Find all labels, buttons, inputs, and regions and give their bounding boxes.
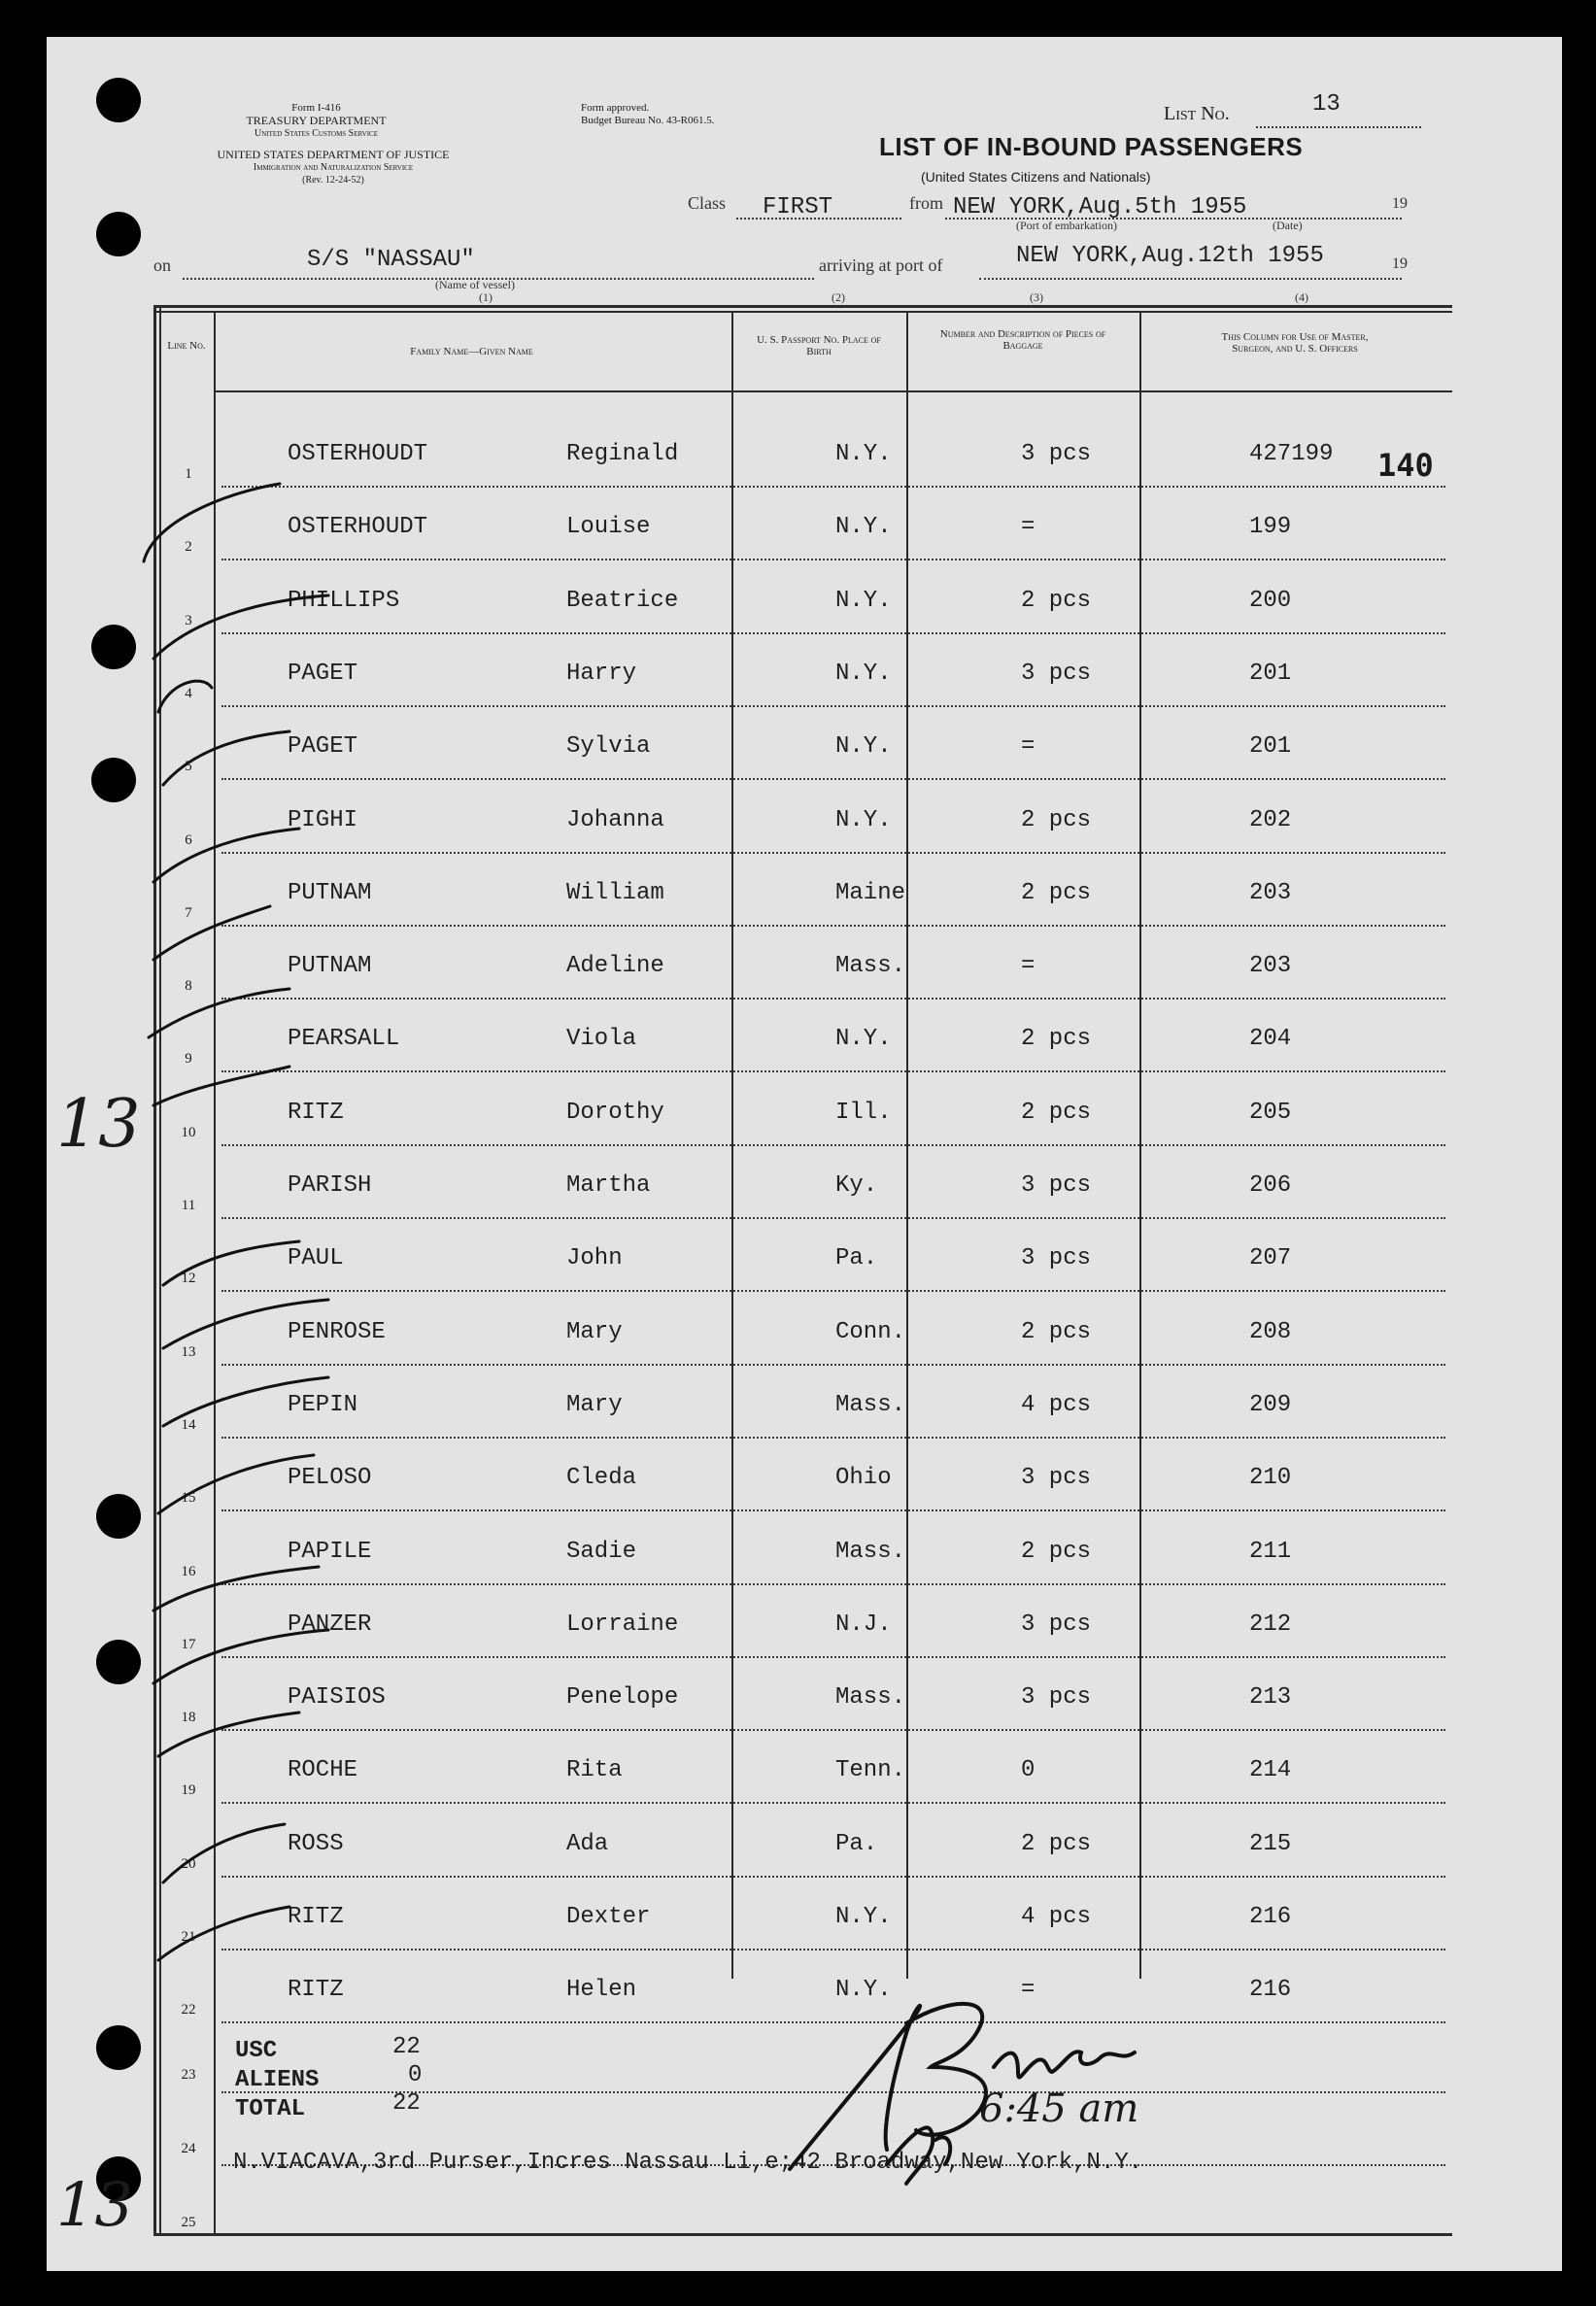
line-number: 25 [181, 2215, 196, 2230]
officer-number-cell: 216 [1249, 1977, 1292, 2004]
baggage-cell: = [1021, 1977, 1036, 2004]
aliens-value: 0 [408, 2062, 423, 2088]
birthplace-cell: N.Y. [835, 660, 892, 687]
form-approved: Form approved. [581, 102, 650, 114]
family-name-cell: PHILLIPS [288, 587, 400, 614]
list-no-value: 13 [1312, 91, 1341, 118]
purser-line: N.VIACAVA,3rd Purser,Incres Nassau Li,e;42 Broadway,New York,N.Y. [233, 2150, 1143, 2176]
family-name-cell: PAUL [288, 1245, 344, 1272]
given-name-cell: Dorothy [566, 1099, 664, 1126]
baggage-cell: 2 pcs [1021, 587, 1092, 614]
given-name-cell: William [566, 879, 664, 906]
table-header-rule [214, 390, 1452, 392]
ins-label: Immigration and Naturalization Service [253, 162, 414, 173]
date-caption: (Date) [1273, 219, 1303, 232]
officer-number-cell: 201 [1249, 660, 1292, 687]
given-name-cell: Rita [566, 1757, 623, 1784]
form-id-block [236, 102, 396, 140]
col-marker-3: (3) [1030, 290, 1043, 304]
baggage-cell: = [1021, 953, 1036, 980]
line-number: 7 [185, 904, 192, 921]
family-name-cell: PIGHI [288, 806, 358, 833]
line-number: 22 [181, 2002, 196, 2018]
line-number: 12 [181, 1271, 196, 1287]
officer-number-cell: 203 [1249, 879, 1292, 906]
birthplace-cell: N.Y. [835, 1977, 892, 2004]
line-number: 10 [181, 1124, 196, 1140]
col-header-name: Family Name—Given Name [410, 346, 533, 357]
line-number: 14 [181, 1416, 196, 1433]
customs-label: United States Customs Service [255, 128, 378, 139]
given-name-cell: Harry [566, 660, 637, 687]
table-top-rule-2 [153, 311, 1452, 313]
baggage-cell: 0 [1021, 1757, 1036, 1784]
bottom-list-number: 13 [56, 2169, 133, 2240]
time-note: 6:45 am [979, 2086, 1139, 2131]
baggage-cell: 2 pcs [1021, 806, 1092, 833]
officer-number-cell: 203 [1249, 953, 1292, 980]
officer-number-cell: 214 [1249, 1757, 1292, 1784]
table-bottom-rule [153, 2233, 1452, 2236]
class-value: FIRST [763, 194, 833, 220]
family-name-cell: PAISIOS [288, 1684, 386, 1712]
birthplace-cell: N.Y. [835, 806, 892, 833]
total-label: TOTAL [235, 2096, 306, 2122]
from-value: NEW YORK,Aug.5th 1955 [953, 194, 1247, 220]
given-name-cell: Adeline [566, 953, 664, 980]
family-name-cell: PENROSE [288, 1318, 386, 1345]
officer-number-cell: 202 [1249, 806, 1292, 833]
col-header-baggage: Number and Description of Pieces of Baggage [939, 328, 1106, 352]
baggage-cell: 3 pcs [1021, 441, 1092, 467]
family-name-cell: PAPILE [288, 1538, 372, 1565]
approval-block [581, 102, 714, 127]
punch-hole [91, 758, 136, 802]
family-name-cell: RITZ [288, 1977, 344, 2004]
table-top-rule [153, 305, 1452, 308]
birthplace-cell: Ky. [835, 1172, 878, 1199]
usc-label: USC [235, 2038, 278, 2064]
year-suffix-2: 19 [1392, 255, 1408, 272]
family-name-cell: RITZ [288, 1904, 344, 1930]
officer-number-cell: 216 [1249, 1904, 1292, 1930]
baggage-cell: 3 pcs [1021, 1172, 1092, 1199]
family-name-cell: PEARSALL [288, 1026, 400, 1053]
class-label: Class [688, 193, 727, 213]
col-marker-1: (1) [479, 290, 492, 304]
baggage-cell: 3 pcs [1021, 1465, 1092, 1492]
officer-number-cell: 200 [1249, 587, 1292, 614]
family-name-cell: PUTNAM [288, 953, 372, 980]
vessel-caption: (Name of vessel) [435, 278, 515, 291]
officer-number-cell: 211 [1249, 1538, 1292, 1565]
baggage-cell: 2 pcs [1021, 1099, 1092, 1126]
baggage-cell: 2 pcs [1021, 1830, 1092, 1857]
officer-number-cell: 207 [1249, 1245, 1292, 1272]
given-name-cell: Sadie [566, 1538, 637, 1565]
officer-number-cell: 212 [1249, 1611, 1292, 1638]
officer-number-cell: 213 [1249, 1684, 1292, 1712]
baggage-cell: = [1021, 514, 1036, 541]
birthplace-cell: Pa. [835, 1830, 878, 1857]
birthplace-cell: Mass. [835, 953, 906, 980]
birthplace-cell: Maine [835, 879, 906, 906]
port-embark-caption: (Port of embarkation) [1016, 219, 1117, 232]
line-number: 23 [181, 2067, 196, 2083]
line-number: 16 [181, 1563, 196, 1579]
birthplace-cell: N.J. [835, 1611, 892, 1638]
usc-value: 22 [392, 2034, 421, 2060]
officer-note-140: 140 [1377, 447, 1434, 484]
officer-number-cell: 215 [1249, 1830, 1292, 1857]
birthplace-cell: Tenn. [835, 1757, 906, 1784]
birthplace-cell: N.Y. [835, 441, 892, 467]
col-marker-2: (2) [832, 290, 845, 304]
manifest-sheet [47, 37, 1562, 2271]
birthplace-cell: Conn. [835, 1318, 906, 1345]
baggage-cell: 3 pcs [1021, 1245, 1092, 1272]
page-title: LIST OF IN-BOUND PASSENGERS [879, 132, 1304, 161]
given-name-cell: Martha [566, 1172, 651, 1199]
col-header-passport: U. S. Passport No. Place of Birth [757, 334, 881, 357]
birthplace-cell: N.Y. [835, 514, 892, 541]
given-name-cell: Reginald [566, 441, 679, 467]
given-name-cell: Mary [566, 1318, 623, 1345]
col-marker-4: (4) [1295, 290, 1308, 304]
arriving-line [979, 278, 1402, 280]
birthplace-cell: Pa. [835, 1245, 878, 1272]
family-name-cell: OSTERHOUDT [288, 514, 428, 541]
family-name-cell: PEPIN [288, 1391, 358, 1418]
family-name-cell: ROSS [288, 1830, 344, 1857]
given-name-cell: Cleda [566, 1465, 637, 1492]
given-name-cell: Lorraine [566, 1611, 679, 1638]
officer-number-cell: 201 [1249, 733, 1292, 761]
baggage-cell: 2 pcs [1021, 1318, 1092, 1345]
given-name-cell: John [566, 1245, 623, 1272]
line-number: 3 [185, 612, 192, 628]
birthplace-cell: N.Y. [835, 1026, 892, 1053]
line-number: 6 [185, 831, 192, 848]
year-suffix: 19 [1392, 195, 1408, 212]
given-name-cell: Viola [566, 1026, 637, 1053]
line-number: 5 [185, 759, 192, 775]
justice-label: UNITED STATES DEPARTMENT OF JUSTICE [217, 148, 450, 161]
form-number: Form I-416 [291, 102, 341, 114]
line-number: 18 [181, 1710, 196, 1726]
given-name-cell: Mary [566, 1391, 623, 1418]
line-number: 15 [181, 1490, 196, 1507]
page-subtitle: (United States Citizens and Nationals) [921, 169, 1151, 185]
baggage-cell: 4 pcs [1021, 1391, 1092, 1418]
line-number: 20 [181, 1855, 196, 1872]
officer-number-cell: 427199 [1249, 441, 1334, 467]
officer-number-cell: 206 [1249, 1172, 1292, 1199]
family-name-cell: OSTERHOUDT [288, 441, 428, 467]
family-name-cell: PAGET [288, 733, 358, 761]
given-name-cell: Louise [566, 514, 651, 541]
line-number: 19 [181, 1782, 196, 1799]
officer-number-cell: 210 [1249, 1465, 1292, 1492]
family-name-cell: PELOSO [288, 1465, 372, 1492]
birthplace-cell: Ohio [835, 1465, 892, 1492]
given-name-cell: Penelope [566, 1684, 679, 1712]
list-no-label: List No. [1164, 103, 1230, 124]
baggage-cell: 3 pcs [1021, 1611, 1092, 1638]
treasury-label: TREASURY DEPARTMENT [246, 114, 387, 127]
officer-number-cell: 204 [1249, 1026, 1292, 1053]
baggage-cell: 3 pcs [1021, 660, 1092, 687]
arriving-label: arriving at port of [819, 255, 943, 275]
family-name-cell: PAGET [288, 660, 358, 687]
birthplace-cell: Mass. [835, 1391, 906, 1418]
line-number: 17 [181, 1636, 196, 1652]
rev-label: (Rev. 12-24-52) [302, 175, 364, 186]
justice-block [153, 149, 513, 187]
check-marks [134, 464, 428, 2038]
given-name-cell: Helen [566, 1977, 637, 2004]
family-name-cell: PUTNAM [288, 879, 372, 906]
budget-bureau: Budget Bureau No. 43-R061.5. [581, 115, 715, 126]
birthplace-cell: Mass. [835, 1538, 906, 1565]
birthplace-cell: N.Y. [835, 733, 892, 761]
total-value: 22 [392, 2090, 421, 2117]
birthplace-cell: N.Y. [835, 1904, 892, 1930]
list-no-line [1256, 126, 1421, 128]
from-label: from [909, 193, 943, 213]
family-name-cell: PARISH [288, 1172, 372, 1199]
line-number: 11 [181, 1198, 196, 1213]
given-name-cell: Ada [566, 1830, 609, 1857]
baggage-cell: 2 pcs [1021, 879, 1092, 906]
punch-hole [96, 78, 141, 122]
family-name-cell: PANZER [288, 1611, 372, 1638]
given-name-cell: Beatrice [566, 587, 679, 614]
given-name-cell: Dexter [566, 1904, 651, 1930]
family-name-cell: ROCHE [288, 1757, 358, 1784]
margin-list-number: 13 [56, 1086, 141, 1163]
given-name-cell: Sylvia [566, 733, 651, 761]
officer-number-cell: 208 [1249, 1318, 1292, 1345]
line-number: 24 [181, 2141, 196, 2156]
vessel-value: S/S "NASSAU" [307, 247, 475, 273]
officer-number-cell: 205 [1249, 1099, 1292, 1126]
birthplace-cell: Mass. [835, 1684, 906, 1712]
on-label: on [153, 255, 171, 275]
family-name-cell: RITZ [288, 1099, 344, 1126]
officer-signature [770, 1975, 1217, 2188]
line-number: 13 [181, 1343, 196, 1360]
baggage-cell: 3 pcs [1021, 1684, 1092, 1712]
line-number: 2 [185, 539, 192, 556]
line-number: 21 [181, 1929, 196, 1945]
arriving-value: NEW YORK,Aug.12th 1955 [1016, 243, 1324, 269]
line-number: 8 [185, 978, 192, 995]
baggage-cell: 4 pcs [1021, 1904, 1092, 1930]
given-name-cell: Johanna [566, 806, 664, 833]
baggage-cell: 2 pcs [1021, 1026, 1092, 1053]
line-number: 1 [185, 466, 192, 482]
aliens-label: ALIENS [235, 2067, 320, 2093]
officer-number-cell: 209 [1249, 1391, 1292, 1418]
birthplace-cell: Ill. [835, 1099, 892, 1126]
baggage-cell: 2 pcs [1021, 1538, 1092, 1565]
officer-number-cell: 199 [1249, 514, 1292, 541]
punch-hole [91, 625, 136, 669]
punch-hole [96, 212, 141, 256]
baggage-cell: = [1021, 733, 1036, 761]
line-number: 4 [185, 685, 192, 701]
col-header-officers: This Column for Use of Master, Surgeon, and U. S. Officers [1221, 331, 1369, 355]
birthplace-cell: N.Y. [835, 587, 892, 614]
line-number: 9 [185, 1051, 192, 1068]
col-header-line: Line No. [167, 340, 206, 352]
